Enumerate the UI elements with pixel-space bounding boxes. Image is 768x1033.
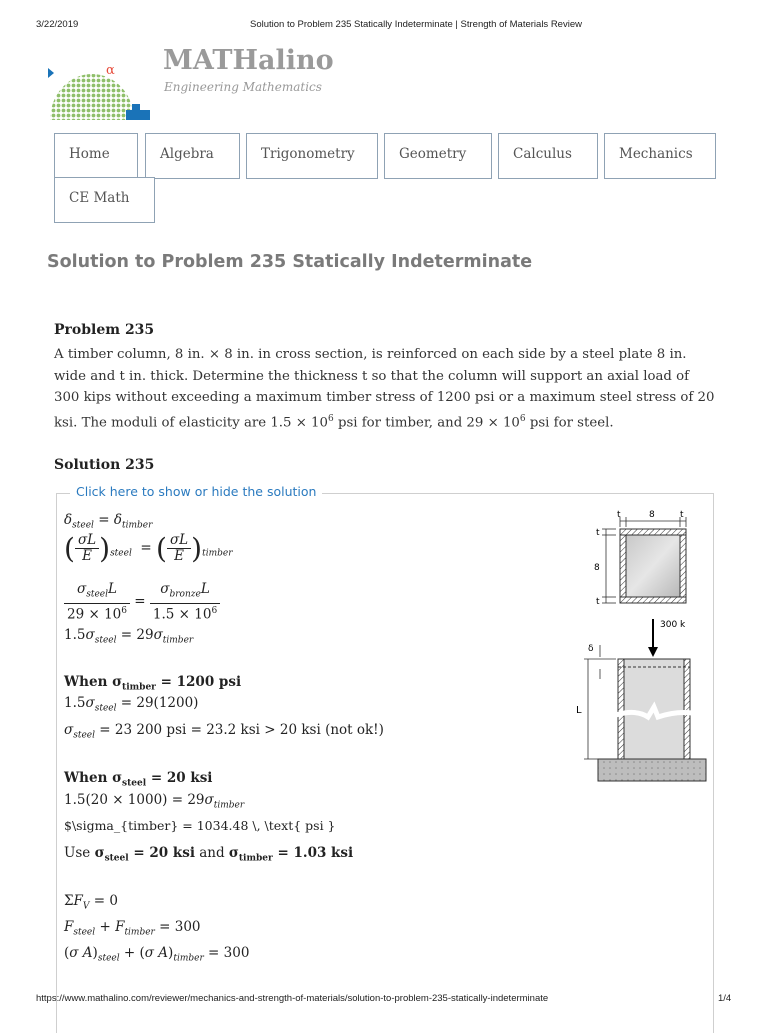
nav-geometry[interactable]: Geometry bbox=[384, 133, 492, 179]
nav-algebra[interactable]: Algebra bbox=[145, 133, 240, 179]
delta-label: δ bbox=[588, 644, 594, 654]
raw-latex-line: $\sigma_{timber} = 1034.48 \, \text{ psi } bbox=[64, 818, 336, 833]
print-page-title: Solution to Problem 235 Statically Indeterminate | Strength of Materials Review bbox=[250, 19, 582, 30]
dim-label-t-bottom: t bbox=[596, 597, 600, 607]
eq-deformation: $\delta_{steel} = \delta_{timber}$ bbox=[64, 512, 153, 531]
case1-heading: When $\sigma_{timber} = 1200$ psi bbox=[64, 674, 242, 693]
eq-sigmaL-over-E: ( $\frac{\sigma L}{E}$ )$_{steel}$ = ( $\frac{\sigma L}{E}$ )$_{timber}$ bbox=[64, 532, 233, 565]
print-date: 3/22/2019 bbox=[36, 19, 79, 30]
eq-case1-a: $1.5\sigma_{steel} = 29(1200)$ bbox=[64, 695, 199, 714]
nav-trigonometry[interactable]: Trigonometry bbox=[246, 133, 378, 179]
dim-label-8-top: 8 bbox=[649, 510, 655, 520]
nav-calculus[interactable]: Calculus bbox=[498, 133, 598, 179]
nav-ce-math[interactable]: CE Math bbox=[54, 177, 155, 223]
site-logo[interactable] bbox=[46, 58, 156, 122]
site-name[interactable]: MATHalino bbox=[163, 45, 334, 76]
not-ok-note: (not ok!) bbox=[325, 722, 384, 738]
dim-label-t-left: t bbox=[617, 510, 621, 520]
nav-mechanics[interactable]: Mechanics bbox=[604, 133, 716, 179]
dim-label-t-top: t bbox=[596, 528, 600, 538]
eq-substituted: $\frac{\sigma_{steel}L}{29 \times 10^6}$ = $\frac{\sigma_{bronze}L}{1.5 \times 10^6}$ bbox=[64, 582, 220, 622]
dim-label-8-side: 8 bbox=[594, 563, 600, 573]
site-tagline: Engineering Mathematics bbox=[164, 80, 322, 94]
load-label: 300 k bbox=[660, 620, 686, 630]
svg-text:α: α bbox=[106, 63, 115, 78]
problem-heading: Problem 235 bbox=[54, 322, 155, 338]
print-page-number: 1/4 bbox=[718, 993, 732, 1004]
column-elevation-diagram bbox=[566, 615, 710, 785]
print-url: https://www.mathalino.com/reviewer/mechanics-and-strength-of-materials/solution-to-problem-235-statically-indeterminate bbox=[36, 993, 549, 1004]
use-statement: Use $\sigma_{steel} = 20$ ksi and $\sigma_{timber} = 1.03$ ksi bbox=[64, 845, 354, 864]
page-title: Solution to Problem 235 Statically Indeterminate bbox=[47, 252, 533, 272]
problem-text: A timber column, 8 in. × 8 in. in cross section, is reinforced on each side by a steel plate 8 in. wide and t in. thick. Determine the thickness t so that the column will support an axial load of 300 kips without exceeding a maximum timber stress of 1200 psi or a maximum steel stress of 20 ksi. The moduli of elasticity are $1.5 \times 10^6$ psi for timber, and $29 \times 10^6$ psi for steel. bbox=[54, 347, 715, 430]
solution-heading: Solution 235 bbox=[54, 457, 155, 473]
eq-stress-area: (σ $A)_{steel} + (\sigma$ $A)_{timber} = 300$ bbox=[64, 945, 250, 964]
length-label: L bbox=[576, 705, 582, 716]
toggle-solution-link[interactable]: Click here to show or hide the solution bbox=[70, 484, 322, 499]
eq-sum-forces: $\Sigma F_V = 0$ bbox=[64, 893, 118, 912]
eq-force-sum: $F_{steel} + F_{timber} = 300$ bbox=[64, 919, 201, 938]
dim-label-t-right: t bbox=[680, 510, 684, 520]
eq-ratio: $1.5\sigma_{steel} = 29\sigma_{timber}$ bbox=[64, 627, 194, 646]
eq-case1-b: $\sigma_{steel} = 23$ 200 psi = 23.2 ksi > 20 ksi (not ok!) bbox=[64, 722, 384, 741]
eq-case2-a: $1.5(20 \times 1000) = 29\sigma_{timber}$ bbox=[64, 792, 245, 811]
case2-heading: When $\sigma_{steel} = 20$ ksi bbox=[64, 770, 213, 789]
nav-home[interactable]: Home bbox=[54, 133, 138, 179]
cross-section-diagram bbox=[582, 505, 712, 615]
